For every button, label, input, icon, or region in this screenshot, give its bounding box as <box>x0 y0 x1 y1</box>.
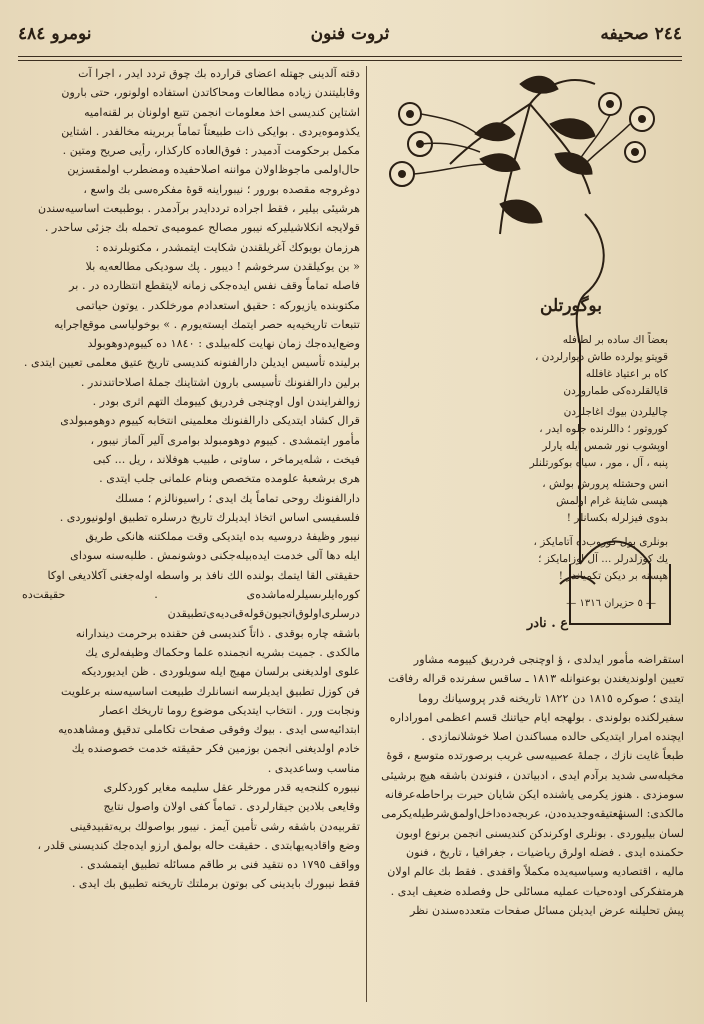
article-line: هرمتفكركى اوده‌حيات عمليه‌ مسائلى حل وفصلده ضعيف ايدى . <box>390 884 684 898</box>
poem-line: كوروتور ؛ داللرنده جلوه ايدر ، <box>539 423 668 435</box>
article-line: حقيقتى القا ايتمك بولنده الك نافذ بر واسطه اوله‌جغنى آكلاديغى اوكا <box>47 568 360 582</box>
column-divider <box>366 66 367 1002</box>
article-line: وضع‌ايده‌جك زمان نهايت كله‌بيلدى : ١٨٤٠ ده كييوم‌دوهوبولد <box>87 337 360 351</box>
article-line: حكمنده ايدى . فضله اولرق رياضيات ، جغرافيا ، تاريخ ، فنون <box>406 845 684 859</box>
article-line: دقته آلدينى جهتله اعضاى قرارده بك چوق تردد ايدر ، اجرا آت <box>78 67 360 80</box>
poem-title: بوگورتلن <box>540 296 602 316</box>
article-line: برلين دارالفنونك تأسيسى بارون اشتاينك جملهٔ اصلاحاتندندر . <box>80 375 360 389</box>
article-line: قولايجه انكلاشيليركه نيبور مصالح عموميه‌ى تحمله بك جزئى ساحدر . <box>44 221 360 235</box>
article-line: مناسب وساعديدى . <box>267 761 360 775</box>
issue-number: نومرو ٤٨٤ <box>18 24 92 44</box>
article-line: علوى اولديغنى برلسان مهيج ايله سويلوردى . ظن ايديورديكه <box>81 665 360 679</box>
article-line: لسان بيليوردى . بونلرى اوكرندكن كنديسنى انجمن برنوع اوبون <box>395 826 684 840</box>
poem-stanza <box>468 404 668 472</box>
article-line: اشتاين كنديسى اخذ معلومات انجمن تتبع اولونان بر لقنه‌اميه <box>84 105 360 119</box>
article-line: باشقه چاره بوقدى . ذاتاً كنديسى فن حقنده برحرمت ديندارانه <box>75 626 360 640</box>
header-rule-thin <box>18 60 682 61</box>
poem-line: قايالقلرده‌كى طماروردن <box>563 385 668 397</box>
poem-stanza <box>468 534 668 585</box>
article-line: فاصله تماماً وقف نفس ايده‌جكى زمانه لايتقطع انتظارده‌ در . بر <box>69 279 360 293</box>
page-number: ٢٤٤ صحيفه <box>600 24 682 44</box>
article-line: تعيين اولونديغندن بوعنوانله ١٨١٣ ـ ساقس سفرنده قراله رفاقت <box>388 672 684 686</box>
article-line: مأمور ايتمشدى . كييوم دوهومبولد بوامرى آلير آلماز نيبور ، <box>90 433 360 447</box>
article-line: سومزدى . هنوز يكرمى ياشنده ايكن شايان حيرت براحاطه‌عرفانه <box>384 788 684 802</box>
poem-line: بونلرى بول كوروب‌ده آتامايكز ، <box>533 536 668 548</box>
article-line: دوغروجه مقصده بورور ؛ نيبوراينه قوهٔ مفكره‌سى بك واسع ، <box>83 182 360 196</box>
article-line: مالكدى: السنهٔعتيقه‌وجديده‌دن، عربجه‌ده‌داخل‌اولمق‌شرطيله‌يكرمى <box>381 807 684 821</box>
article-line: ايتدى ؛ صوكره ١٨١٥ دن ١٨٢٢ تاريخنه قدر پروسيانك روما <box>418 691 684 705</box>
article-line: خادم اولديغنى انجمن بوزمين فكر حقيقته خدمت خصوصنده يك <box>71 742 360 756</box>
article-line: تقربيه‌دن باشقه رشى تأمين آيمز . نيبور بواصولك بريه‌تقبيدقينى <box>70 819 360 833</box>
article-line: وضع واقاديه‌يهابتدى . حقيقت حاله بولمق ارزو ايده‌جك كنديسنى قلدر ، <box>37 838 360 852</box>
article-line: سفيرلكنده بولوندى . بولهجه ايام حياتنك قسم اعظمى اموراداره <box>389 710 684 724</box>
article-line: فقط نيبورك بايدينى كى بوتون برملتك تاريخنه تطبيق بك ايدى . <box>71 877 360 891</box>
poem-line: كاه بر اعتياد غافلله <box>585 368 668 380</box>
poem-line: اوپشوب نور شمس ايله يارلر <box>542 440 668 452</box>
article-line: يكذوموه‌يردى . بوايكى ذات طبيعتاً تماماً بربرينه مخالفدر . اشتاين <box>61 124 360 138</box>
poem-panel <box>380 64 686 644</box>
poem-line: يك كوزلدرلر ... آل اوزامايكز ؛ <box>538 553 668 565</box>
article-line: مالكدى . جميت بشريه انجمنده علما وحكماك وظيفه‌لرى يك <box>85 645 360 659</box>
article-line: كوره‌ايلرىسيلرله‌ماشده‌ى . حقيقت‌ده‌ درسلرى‌اولوق‌اتجيون‌قوله‌قى‌ديه‌ى‌تطبيقدن <box>22 588 360 621</box>
article-line: مكمل برحكومت آدميدر : فوق‌العاده كاركذار، رأيى صريح ومتين . <box>62 144 360 158</box>
poem-stanza <box>468 476 668 527</box>
poem-line: پنبه ، آل ، مور ، سياه بوكورتلنلر <box>529 457 668 469</box>
article-line: ابتدائيه‌سى ايدى . بيوك وفوقى صفحات تكاملى تدقيق ومشاهده‌يه <box>58 723 360 737</box>
article-line: فيخت ، شله‌يرماخر ، ساوتى ، طبيب هوفلاند ، ريل ... كبى <box>93 452 360 466</box>
article-line: وواقف ١٧٩٥ ده نتقيد فنى بر طاقم مسائله تطبيق ايتمشدى . <box>80 858 360 872</box>
article-line: مخيله‌سى شديد برآدم ايدى ، ادبياتدن ، فنوندن باشقه هيچ برشيئى <box>381 768 684 782</box>
article-line: حال‌اولمى ماجوظ‌اولان مواننه اصلاحفيده ومضطرب اولمقسزين <box>67 163 360 177</box>
article-line: « بن يوكيلقدن سرخوشم ! ديبور . پك سوديكى مطالعه‌يه بلا <box>85 259 360 273</box>
poem-line: انس وحشتله پرورش بولش ، <box>542 478 668 490</box>
article-line: ايله دها آلى خدمت ايده‌بيله‌جكنى دوشونمش . طلبه‌سنه سوداى <box>70 549 360 563</box>
poem-line: قويتو يولرده طاش ديوارلردن ، <box>535 351 668 363</box>
poem-line: هپسى شاينهٔ غرام اولمش <box>556 495 668 507</box>
poem-line: بدوى فيزلرله بكسانلر ! <box>566 512 668 524</box>
article-line: ماليه ، اقتصاديه وسياسيه‌يده مكملاً واقفدى . فقط بك عالم اولان <box>387 865 684 879</box>
article-line: استقراضه مأمور ايدلدى ، ؤ اوچنجى فردريق كييومه مشاور <box>413 653 684 666</box>
poem-line: چاليلردن بيوك اغاجلردن <box>563 406 668 418</box>
article-line: ايچنده امرار ايتديكى حالده مساكندن اصلا خوشلانمازدى . <box>421 730 684 744</box>
article-line: وقابليتندن زياده مطالعات ومحاكاتدن استفاده اولونور، حتى بارون <box>61 86 360 100</box>
article-line: زوالفرايندن اول اوچنجى فردريق كييومك التهم اثرى بودر . <box>92 395 360 409</box>
journal-title: ثروت فنون <box>310 24 390 44</box>
article-line: هرزمان بويوكك آغريلقندن شكايت ايتمشدر ، مكتوبلرنده : <box>95 240 360 254</box>
article-line: نيبوره كلنجه‌يه قدر مورخلر عقل سليمه مغاير كوردكلرى <box>103 780 360 794</box>
article-line: برلينده‌ تأسيس ايديلن دارالفنونه كنديسى تاريخ عتيق معلمى تعيين ايتدى . <box>23 356 360 370</box>
poem-date: — ٥ حزيران ١٣١٦ — <box>566 598 656 609</box>
article-line: مكتوبنده يازيوركه : حقيق استعدادم مورخلكدر . يوتون حياتمى <box>75 298 360 312</box>
article-line: پيش تحليلنه عرض ايديلن مسائل صفحات متعدده‌سندن نظر <box>409 903 684 917</box>
header-rule <box>18 56 682 57</box>
article-line: قرال كشاد ايتديكى دارالفنونك معلمينى انتخابه كييوم دوهومبولدى <box>60 414 360 428</box>
article-line: ونجابت ورر . انتخاب ايتديكى موضوع روما تاريخك اعصار <box>99 703 360 717</box>
article-column-left <box>22 64 360 964</box>
article-line: تتبعات تاريخيه‌يه حصر ايتمك ايسته‌يورم . » بوخولياسى موقع‌اجرايه <box>54 317 360 331</box>
page-header <box>18 18 682 58</box>
article-line: وقايعى بلادين جيقارلردى . تماماً كفى اولان واصول نتايج <box>103 800 360 814</box>
poem-author: ع . نادر <box>527 616 568 631</box>
article-column-right-bottom <box>374 650 684 950</box>
article-line: هرى برشعبهٔ علومده متخصص وبنام علمانى جلب ايتدى . <box>99 472 360 486</box>
article-line: فن كوزل تطبيق ايديلرسه انسانلرك طبيعت اساسيه‌سنه برعلويت <box>60 684 360 698</box>
article-line: فلسفيسى اساس اتخاذ ايديلرك تاريخ درسلره تطبيق اولونيوردى . <box>59 510 360 524</box>
article-line: هرشيئى بيلير ، فقط اجراده ترددايدر برآدمدر . بوطبيعت اساسيه‌سندن <box>37 202 360 216</box>
poem-line: هپسنه بر ديكن تكمياندر ! <box>558 570 668 582</box>
article-line: طبعاً غايت نازك ، جملهٔ عصبيه‌سى غريب برصورتده متوسع ، قوهٔ <box>386 749 684 763</box>
article-line: نيبور وظيفهٔ دروسيه بده ايتديكى وقت مملكتنه هانكى طريق <box>85 530 360 544</box>
article-line: دارالفنونك روحى تماماً يك ايدى ؛ راسيونالزم ؛ مسلك <box>115 491 360 505</box>
poem-line: بعضاً اك ساده بر لطافله <box>562 334 668 346</box>
poem-stanza <box>468 332 668 400</box>
